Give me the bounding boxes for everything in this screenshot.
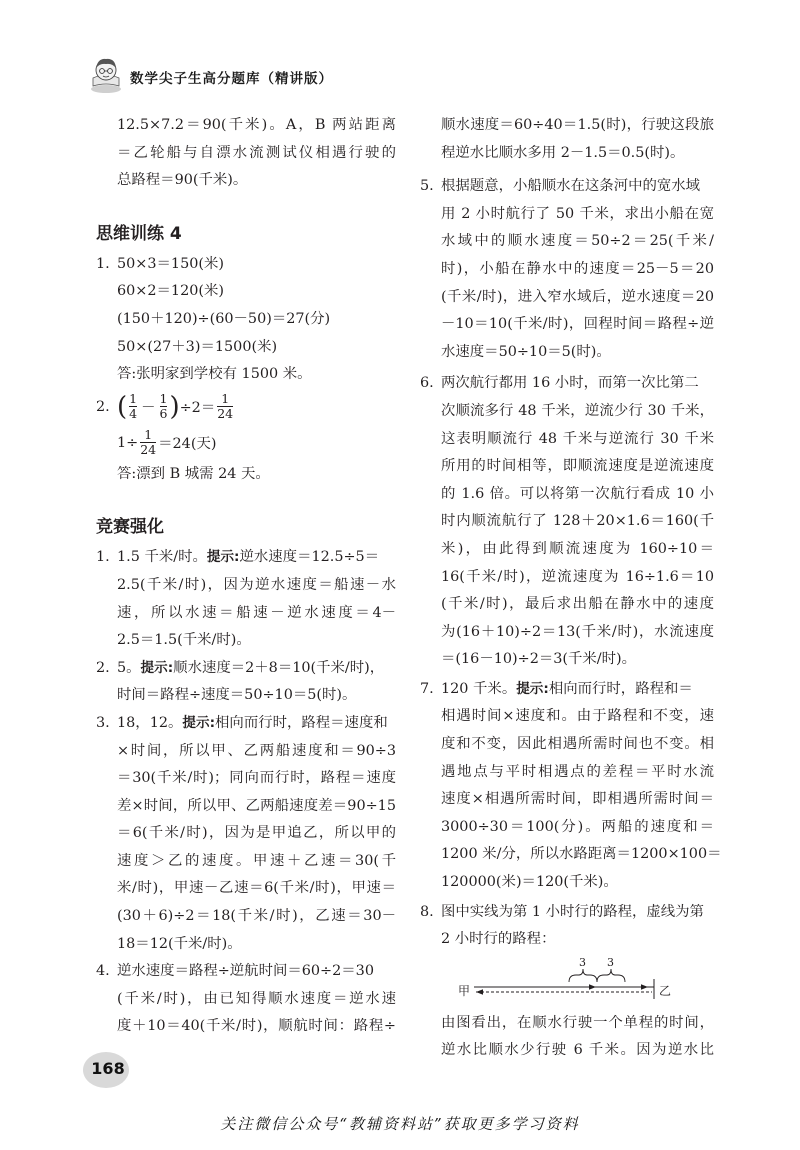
text-line: 60×2＝120(米)	[117, 283, 225, 300]
text: 1÷	[117, 434, 139, 451]
hint-label: 提示:	[206, 549, 240, 566]
text-line: 50×3＝150(米)	[117, 255, 225, 272]
text-line: ＝30(千米/时)；同向而行时，路程＝速度	[117, 770, 396, 787]
text-line: ＝乙轮船与自漂水流测试仪相遇行驶的	[117, 144, 396, 161]
text: 120 千米。	[441, 680, 517, 697]
text: 5。	[117, 659, 141, 676]
text-line: (千米/时)，进入窄水域后，逆水速度＝20	[441, 288, 714, 305]
text-line: (30＋6)÷2＝18(千米/时)，乙速＝30－	[117, 908, 396, 925]
numerator: 1	[144, 427, 153, 443]
text-line: 时)，小船在静水中的速度＝25－5＝20	[441, 260, 714, 277]
route-diagram	[450, 954, 690, 1010]
text-line: 3000÷30＝100(分)。两船的速度和＝	[441, 818, 714, 835]
item-number: 7.	[420, 680, 434, 697]
denominator: 24	[217, 406, 234, 422]
text-line: 米/时)，甲速－乙速＝6(千米/时)，甲速＝	[117, 880, 396, 897]
answer-item-c1	[96, 544, 396, 654]
text-line: 50×(27＋3)＝1500(米)	[117, 338, 278, 355]
brace-label: 3	[579, 955, 586, 969]
section-heading-competition: 竞赛强化	[96, 517, 164, 538]
fraction-equation	[96, 425, 396, 461]
item-number: 5.	[420, 178, 434, 195]
text: ＝24(天)	[158, 436, 217, 453]
hint-label: 提示:	[516, 680, 549, 697]
text: 逆水速度＝路程÷逆航时间＝60÷2＝30	[117, 963, 374, 980]
text-line: 速，所以水速＝船速－逆水速度＝4－	[117, 604, 396, 621]
text-line: 度和不变，因此相遇所需时间也不变。相	[441, 736, 714, 753]
text-line: 速度＞乙的速度。甲速＋乙速＝30(千	[117, 852, 396, 869]
text-line: 答:漂到 B 城需 24 天。	[117, 465, 270, 482]
answer-item-c5	[420, 173, 714, 366]
hint-label: 提示:	[140, 659, 174, 676]
text: 顺水速度＝2＋8＝10(千米/时)，	[173, 659, 385, 676]
text-line: 1200 米/分，所以水路距离＝1200×100＝	[441, 846, 722, 863]
text-line: 的 1.6 倍。可以将第一次航行看成 10 小	[441, 485, 714, 502]
text-line: 18＝12(千米/时)。	[117, 935, 242, 952]
book-title: 数学尖子生高分题库（精讲版）	[130, 71, 333, 87]
text-line: 答:张明家到学校有 1500 米。	[117, 366, 312, 383]
text: 图中实线为第 1 小时行的路程，虚线为第	[441, 903, 704, 920]
fraction	[140, 428, 156, 457]
text-line: 16(千米/时)，逆流速度为 16÷1.6＝10	[441, 568, 714, 585]
answer-item-c6	[420, 370, 714, 674]
text-line: 所用的时间相等，即顺流速度是逆流速度	[441, 458, 714, 475]
numerator: 1	[129, 391, 138, 407]
text-line: 遇地点与平时相遇点的差程＝平时水流	[441, 763, 714, 780]
text-line: 水速度＝50÷10＝5(时)。	[441, 343, 611, 360]
text-line: ×时间，所以甲、乙两船速度和＝90÷3	[117, 742, 396, 759]
text: 18，12。	[117, 714, 183, 731]
text-line: 由图看出，在顺水行驶一个单程的时间，	[441, 1014, 714, 1031]
text: 相向而行时，路程和＝	[548, 680, 693, 697]
text: 逆水速度＝12.5÷5＝	[239, 549, 380, 566]
text-line: 总路程＝90(千米)。	[117, 172, 248, 189]
fraction	[160, 392, 168, 421]
numerator: 1	[159, 391, 168, 407]
text-line: 2.5＝1.5(千米/时)。	[117, 632, 251, 649]
answer-item-2	[96, 389, 396, 489]
answer-item-c4	[96, 958, 396, 1041]
intro-paragraph	[96, 112, 396, 195]
text-line: 为(16＋10)÷2＝13(千米/时)，水流速度	[441, 623, 714, 640]
arrow-left-icon	[476, 989, 483, 995]
section-heading-thinking-training: 思维训练 4	[96, 223, 182, 244]
text: 相向而行时，路程＝速度和	[215, 714, 388, 731]
text-line: 120000(米)＝120(千米)。	[441, 874, 618, 891]
text: 两次航行都用 16 小时，而第一次比第二	[441, 375, 699, 392]
item-number: 1.	[96, 255, 110, 272]
text-line: 度＋10＝40(千米/时)，顺航时间：路程÷	[117, 1018, 396, 1035]
text-line: 速度×相遇所需时间，即相遇所需时间＝	[441, 791, 714, 808]
answer-item-c8	[420, 899, 714, 1065]
answer-item-c3	[96, 710, 396, 958]
fraction-equation	[96, 389, 396, 425]
paren-close: )	[169, 391, 180, 422]
text-line: 米)，由此得到顺流速度为 160÷10＝	[441, 540, 714, 557]
answer-item-c2	[96, 655, 396, 710]
text-line: 差×时间，所以甲、乙两船速度差＝90÷15	[117, 797, 396, 814]
answer-item-c4-continued	[420, 112, 714, 167]
text-line: 12.5×7.2＝90(千米)。A，B 两站距离	[117, 117, 396, 133]
text-line: －10＝10(千米/时)，回程时间＝路程÷逆	[441, 316, 714, 333]
text-line: ＝(16－10)÷2＝3(千米/时)。	[441, 651, 637, 668]
text-line: 时间＝路程÷速度＝50÷10＝5(时)。	[117, 687, 357, 704]
item-number: 1.	[96, 549, 110, 566]
item-number: 8.	[420, 903, 434, 920]
arrow-right-icon	[641, 984, 648, 990]
text-line: 顺水速度＝60÷40＝1.5(时)，行驶这段旅	[441, 117, 714, 133]
brace-icon	[569, 969, 597, 982]
operator: ÷2＝	[179, 400, 216, 417]
fraction	[217, 392, 233, 421]
item-number: 3.	[96, 714, 110, 731]
text-line: 水域中的顺水速度＝50÷2＝25(千米/	[441, 233, 714, 250]
text-line: 2.5(千米/时)，因为逆水速度＝船速－水	[117, 576, 396, 593]
text-line: 逆水比顺水少行驶 6 千米。因为逆水比	[441, 1042, 714, 1059]
diagram-label-start: 甲	[458, 983, 471, 998]
denominator: 4	[129, 406, 138, 422]
paren-open: (	[117, 391, 128, 422]
item-number: 2.	[96, 659, 110, 676]
left-column	[96, 112, 396, 1041]
item-number: 4.	[96, 963, 110, 980]
text-line: 用 2 小时航行了 50 千米，求出小船在宽	[441, 205, 714, 222]
hint-label: 提示:	[182, 714, 216, 731]
brace-icon	[597, 969, 625, 982]
mascot-logo-icon	[88, 56, 124, 94]
item-number: 6.	[420, 375, 434, 392]
denominator: 24	[140, 442, 157, 458]
arrow-right-icon	[589, 984, 596, 990]
text-line: (千米/时)，最后求出船在静水中的速度	[441, 596, 714, 613]
diagram-label-end: 乙	[659, 983, 672, 998]
text-line: 相遇时间×速度和。由于路程和不变，速	[441, 708, 714, 725]
text-line: 次顺流多行 48 千米，逆流少行 30 千米，	[441, 402, 714, 419]
text-line: 2 小时行的路程：	[441, 931, 556, 948]
text-line: (150＋120)÷(60－50)＝27(分)	[117, 310, 331, 327]
right-column	[420, 112, 722, 1065]
answer-item-1	[96, 251, 396, 389]
numerator: 1	[221, 391, 230, 407]
text-line: 时内顺流航行了 128＋20×1.6＝160(千	[441, 513, 714, 530]
text-line: 这表明顺流行 48 千米与逆流行 30 千米	[441, 430, 714, 447]
brace-label: 3	[607, 955, 614, 969]
item-number: 2.	[96, 398, 110, 415]
operator: －	[141, 400, 156, 417]
text-line: ＝6(千米/时)，因为是甲追乙，所以甲的	[117, 825, 396, 842]
text: 根据题意，小船顺水在这条河中的宽水域	[441, 178, 701, 195]
text: 1.5 千米/时。	[117, 549, 207, 566]
text-line: 程逆水比顺水多用 2－1.5＝0.5(时)。	[441, 144, 685, 161]
text-line: (千米/时)，由已知得顺水速度＝逆水速	[117, 990, 396, 1007]
denominator: 6	[159, 406, 168, 422]
fraction	[129, 392, 137, 421]
footer-note: 关注微信公众号“教辅资料站”获取更多学习资料	[220, 1115, 580, 1133]
answer-item-c7	[420, 676, 722, 897]
page-header	[88, 56, 408, 96]
page-number: 168	[91, 1059, 125, 1078]
route-diagram-container	[420, 954, 714, 1010]
